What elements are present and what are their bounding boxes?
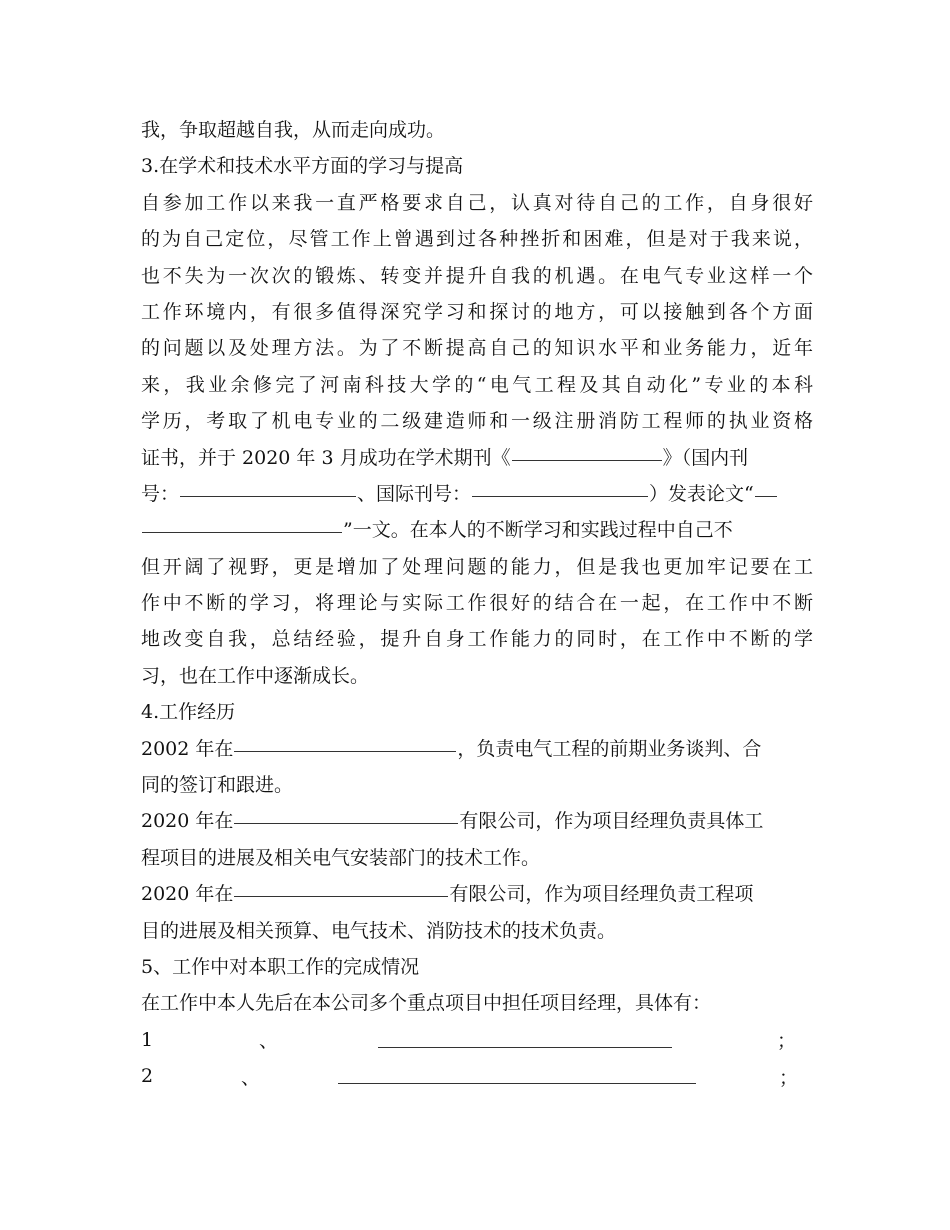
project-item-2 (141, 1058, 813, 1094)
item-end: ； (779, 1066, 799, 1089)
issn-line-text: 号： (141, 482, 180, 505)
work-entry-1-cont: 同的签订和跟进。 (141, 774, 294, 797)
work-year: 2002 年在 (141, 737, 234, 760)
issn-line-text: ）发表论文“ (649, 482, 754, 505)
paragraph-line: 地改变自我，总结经验，提升自身工作能力的同时，在工作中不断的学 (141, 628, 813, 651)
paper-title-blank-start (755, 495, 777, 497)
journal-line-text: 》（国内刊 (662, 446, 749, 469)
journal-line (141, 440, 813, 476)
section-heading-4: 4.工作经历 (141, 701, 236, 724)
paragraph-line: 我，争取超越自我，从而走向成功。 (141, 119, 446, 141)
paragraph-line: 自参加工作以来我一直严格要求自己，认真对待自己的工作，自身很好 (141, 191, 813, 214)
item-separator: 、 (259, 1030, 279, 1053)
item-number: 2 (141, 1065, 154, 1088)
work-year: 2020 年在 (141, 810, 234, 833)
work-desc: 有限公司，作为项目经理负责工程项 (449, 883, 754, 906)
work-entry-3-cont: 目的进展及相关预算、电气技术、消防技术的技术负责。 (141, 919, 617, 942)
paragraph-line: 来，我业余修完了河南科技大学的“电气工程及其自动化”专业的本科 (141, 373, 813, 396)
work-entry-3 (141, 876, 813, 912)
paragraph-line: 的问题以及处理方法。为了不断提高自己的知识水平和业务能力，近年 (141, 337, 813, 360)
paragraph-line: 的为自己定位，尽管工作上曾遇到过各种挫折和困难，但是对于我来说， (141, 228, 813, 251)
paragraph-line: 但开阔了视野，更是增加了处理问题的能力，但是我也更加牢记要在工 (141, 555, 813, 578)
paragraph-line: 也不失为一次次的锻炼、转变并提升自我的机遇。在电气专业这样一个 (141, 264, 813, 287)
section5-intro: 在工作中本人先后在本公司多个重点项目中担任项目经理，具体有： (141, 992, 712, 1015)
paragraph-line: 学历，考取了机电专业的二级建造师和一级注册消防工程师的执业资格 (141, 410, 813, 433)
company-blank (234, 822, 458, 824)
work-desc: ，负责电气工程的前期业务谈判、合 (457, 737, 762, 760)
section-heading-3: 3.在学术和技术水平方面的学习与提高 (141, 155, 464, 178)
paper-line-text: ”一文。在本人的不断学习和实践过程中自己不 (343, 519, 733, 542)
domestic-issn-blank (180, 495, 356, 497)
paragraph-line: 工作环境内，有很多值得深究学习和探讨的地方，可以接触到各个方面 (141, 300, 813, 323)
work-desc: 有限公司，作为项目经理负责具体工 (459, 810, 764, 833)
paper-title-blank (142, 531, 342, 533)
work-entry-2-cont: 程项目的进展及相关电气安装部门的技术工作。 (141, 846, 541, 869)
section-heading-5: 5、工作中对本职工作的完成情况 (141, 955, 420, 978)
work-entry-1 (141, 731, 813, 767)
item-end: ； (777, 1030, 797, 1053)
document-body (141, 112, 813, 1095)
issn-line-text: 、国际刊号： (357, 482, 472, 505)
issn-line (141, 476, 813, 512)
international-issn-blank (472, 495, 648, 497)
paper-line (141, 512, 813, 548)
company-blank (234, 750, 456, 752)
work-entry-2 (141, 803, 813, 839)
project-item-1 (141, 1022, 813, 1058)
paragraph-line: 作中不断的学习，将理论与实际工作很好的结合在一起，在工作中不断 (141, 592, 813, 615)
work-year: 2020 年在 (141, 883, 234, 906)
item-number: 1 (141, 1028, 154, 1051)
journal-line-text: 证书，并于 2020 年 3 月成功在学术期刊《 (141, 446, 511, 469)
paragraph-line: 习，也在工作中逐渐成长。 (141, 664, 370, 687)
item-separator: 、 (241, 1066, 261, 1089)
journal-name-blank (512, 459, 662, 461)
project-name-blank (378, 1046, 672, 1048)
project-name-blank (338, 1082, 696, 1084)
company-blank (234, 895, 448, 897)
